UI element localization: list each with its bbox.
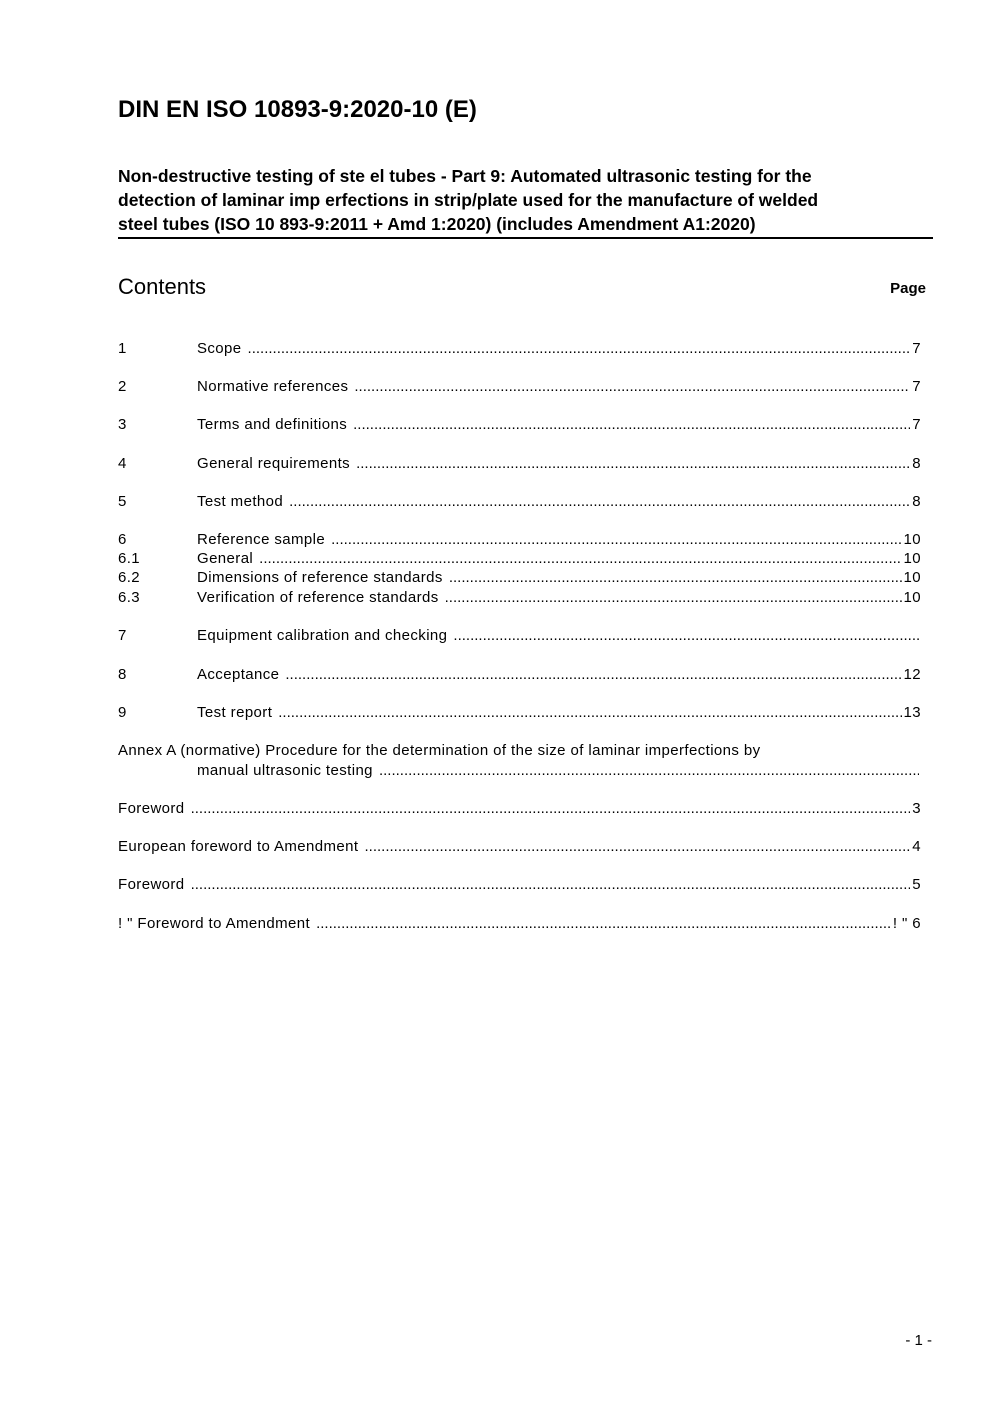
toc-entry-page: 4 bbox=[912, 838, 921, 855]
page-column-label: Page bbox=[890, 280, 926, 297]
toc-entry-general[interactable] bbox=[118, 549, 921, 568]
toc-entry-foreword[interactable] bbox=[118, 799, 921, 818]
toc-leader-dots bbox=[285, 665, 901, 684]
toc-entry-verification-of-reference-standards[interactable] bbox=[118, 588, 921, 607]
toc-entry-title: Reference sample bbox=[197, 531, 326, 548]
toc-entry-dimensions-of-reference-standards[interactable] bbox=[118, 568, 921, 587]
toc-entry-scope[interactable] bbox=[118, 339, 921, 358]
toc-entry-title: European foreword to Amendment bbox=[118, 838, 359, 855]
toc-entry-page: 10 bbox=[903, 531, 921, 548]
toc-entry-foreword-2[interactable] bbox=[118, 875, 921, 894]
toc-entry-number: 3 bbox=[118, 416, 127, 433]
toc-entry-page: 7 bbox=[912, 378, 921, 395]
toc-entry-title: Dimensions of reference standards bbox=[197, 569, 443, 586]
toc-leader-dots bbox=[248, 339, 911, 358]
toc-leader-dots bbox=[445, 588, 902, 607]
toc-entry-normative-references[interactable] bbox=[118, 377, 921, 396]
toc-leader-dots bbox=[354, 377, 910, 396]
toc-entry-title: manual ultrasonic testing bbox=[197, 762, 373, 779]
toc-entry-title: Scope bbox=[197, 340, 242, 357]
contents-heading: Contents bbox=[118, 274, 207, 299]
toc-leader-dots bbox=[453, 626, 919, 645]
toc-entry-title: Equipment calibration and checking bbox=[197, 627, 448, 644]
toc-entry-foreword-to-amendment[interactable] bbox=[118, 914, 921, 933]
toc-entry-reference-sample[interactable] bbox=[118, 530, 921, 549]
toc-entry-general-requirements[interactable] bbox=[118, 454, 921, 473]
subtitle-line: steel tubes (ISO 10 893-9:2011 + Amd 1:2020) (includes Amendment A1:2020) bbox=[118, 214, 756, 234]
toc-entry-number: 9 bbox=[118, 704, 127, 721]
toc-entry-number: 4 bbox=[118, 455, 127, 472]
toc-entry-title: Test method bbox=[197, 493, 284, 510]
document-subtitle bbox=[118, 164, 933, 239]
document-title: DIN EN ISO 10893-9:2020-10 (E) bbox=[118, 96, 477, 123]
toc-entry-title: Terms and definitions bbox=[197, 416, 348, 433]
toc-entry-equipment-calibration[interactable] bbox=[118, 626, 921, 645]
toc-entry-page: 8 bbox=[912, 455, 921, 472]
toc-leader-dots bbox=[191, 799, 911, 818]
toc-leader-dots bbox=[364, 837, 910, 856]
toc-entry-title: Acceptance bbox=[197, 666, 280, 683]
toc-entry-title: ! " Foreword to Amendment bbox=[118, 915, 311, 932]
toc-entry-terms-and-definitions[interactable] bbox=[118, 415, 921, 434]
toc-entry-test-report[interactable] bbox=[118, 703, 921, 722]
toc-entry-page: ! " 6 bbox=[892, 915, 921, 932]
toc-entry-page: 13 bbox=[903, 704, 921, 721]
toc-annex-a-title[interactable]: Annex A (normative) Procedure for the determination of the size of laminar imperfections by bbox=[118, 742, 761, 759]
toc-entry-page: 7 bbox=[912, 340, 921, 357]
subtitle-line: detection of laminar imp erfections in strip/plate used for the manufacture of welded bbox=[118, 190, 819, 210]
toc-entry-annex-a[interactable] bbox=[118, 761, 921, 780]
toc-entry-number: 6.2 bbox=[118, 569, 141, 586]
toc-entry-title: General requirements bbox=[197, 455, 351, 472]
toc-entry-page: 5 bbox=[912, 876, 921, 893]
toc-leader-dots bbox=[259, 549, 901, 568]
toc-entry-number: 1 bbox=[118, 340, 127, 357]
toc-entry-page: 12 bbox=[903, 666, 921, 683]
toc-entry-page: 3 bbox=[912, 800, 921, 817]
toc-entry-title: Test report bbox=[197, 704, 273, 721]
toc-leader-dots bbox=[316, 914, 891, 933]
toc-entry-title: Foreword bbox=[118, 800, 185, 817]
toc-entry-european-foreword-amendment[interactable] bbox=[118, 837, 921, 856]
toc-entry-acceptance[interactable] bbox=[118, 665, 921, 684]
toc-entry-page: 10 bbox=[903, 569, 921, 586]
toc-entry-number: 6.1 bbox=[118, 550, 141, 567]
toc-leader-dots bbox=[191, 875, 911, 894]
toc-entry-number: 5 bbox=[118, 493, 127, 510]
toc-entry-number: 6 bbox=[118, 531, 127, 548]
toc-leader-dots bbox=[278, 703, 901, 722]
toc-entry-number: 6.3 bbox=[118, 589, 141, 606]
toc-entry-number: 7 bbox=[118, 627, 127, 644]
toc-entry-page: 10 bbox=[903, 589, 921, 606]
toc-leader-dots bbox=[449, 568, 902, 587]
toc-entry-page: 8 bbox=[912, 493, 921, 510]
toc-leader-dots bbox=[331, 530, 901, 549]
toc-entry-title: General bbox=[197, 550, 254, 567]
toc-entry-number: 2 bbox=[118, 378, 127, 395]
toc-leader-dots bbox=[379, 761, 919, 780]
toc-entry-page: 7 bbox=[912, 416, 921, 433]
toc-entry-page: 10 bbox=[903, 550, 921, 567]
toc-entry-title: Verification of reference standards bbox=[197, 589, 439, 606]
toc-leader-dots bbox=[353, 415, 910, 434]
toc-entry-title: Foreword bbox=[118, 876, 185, 893]
toc-entry-title: Normative references bbox=[197, 378, 349, 395]
subtitle-line: Non-destructive testing of ste el tubes - Part 9: Automated ultrasonic testing for the bbox=[118, 166, 812, 186]
toc-entry-number: 8 bbox=[118, 666, 127, 683]
toc-leader-dots bbox=[289, 492, 910, 511]
toc-leader-dots bbox=[356, 454, 910, 473]
page-number: - 1 - bbox=[905, 1332, 932, 1349]
toc-entry-test-method[interactable] bbox=[118, 492, 921, 511]
